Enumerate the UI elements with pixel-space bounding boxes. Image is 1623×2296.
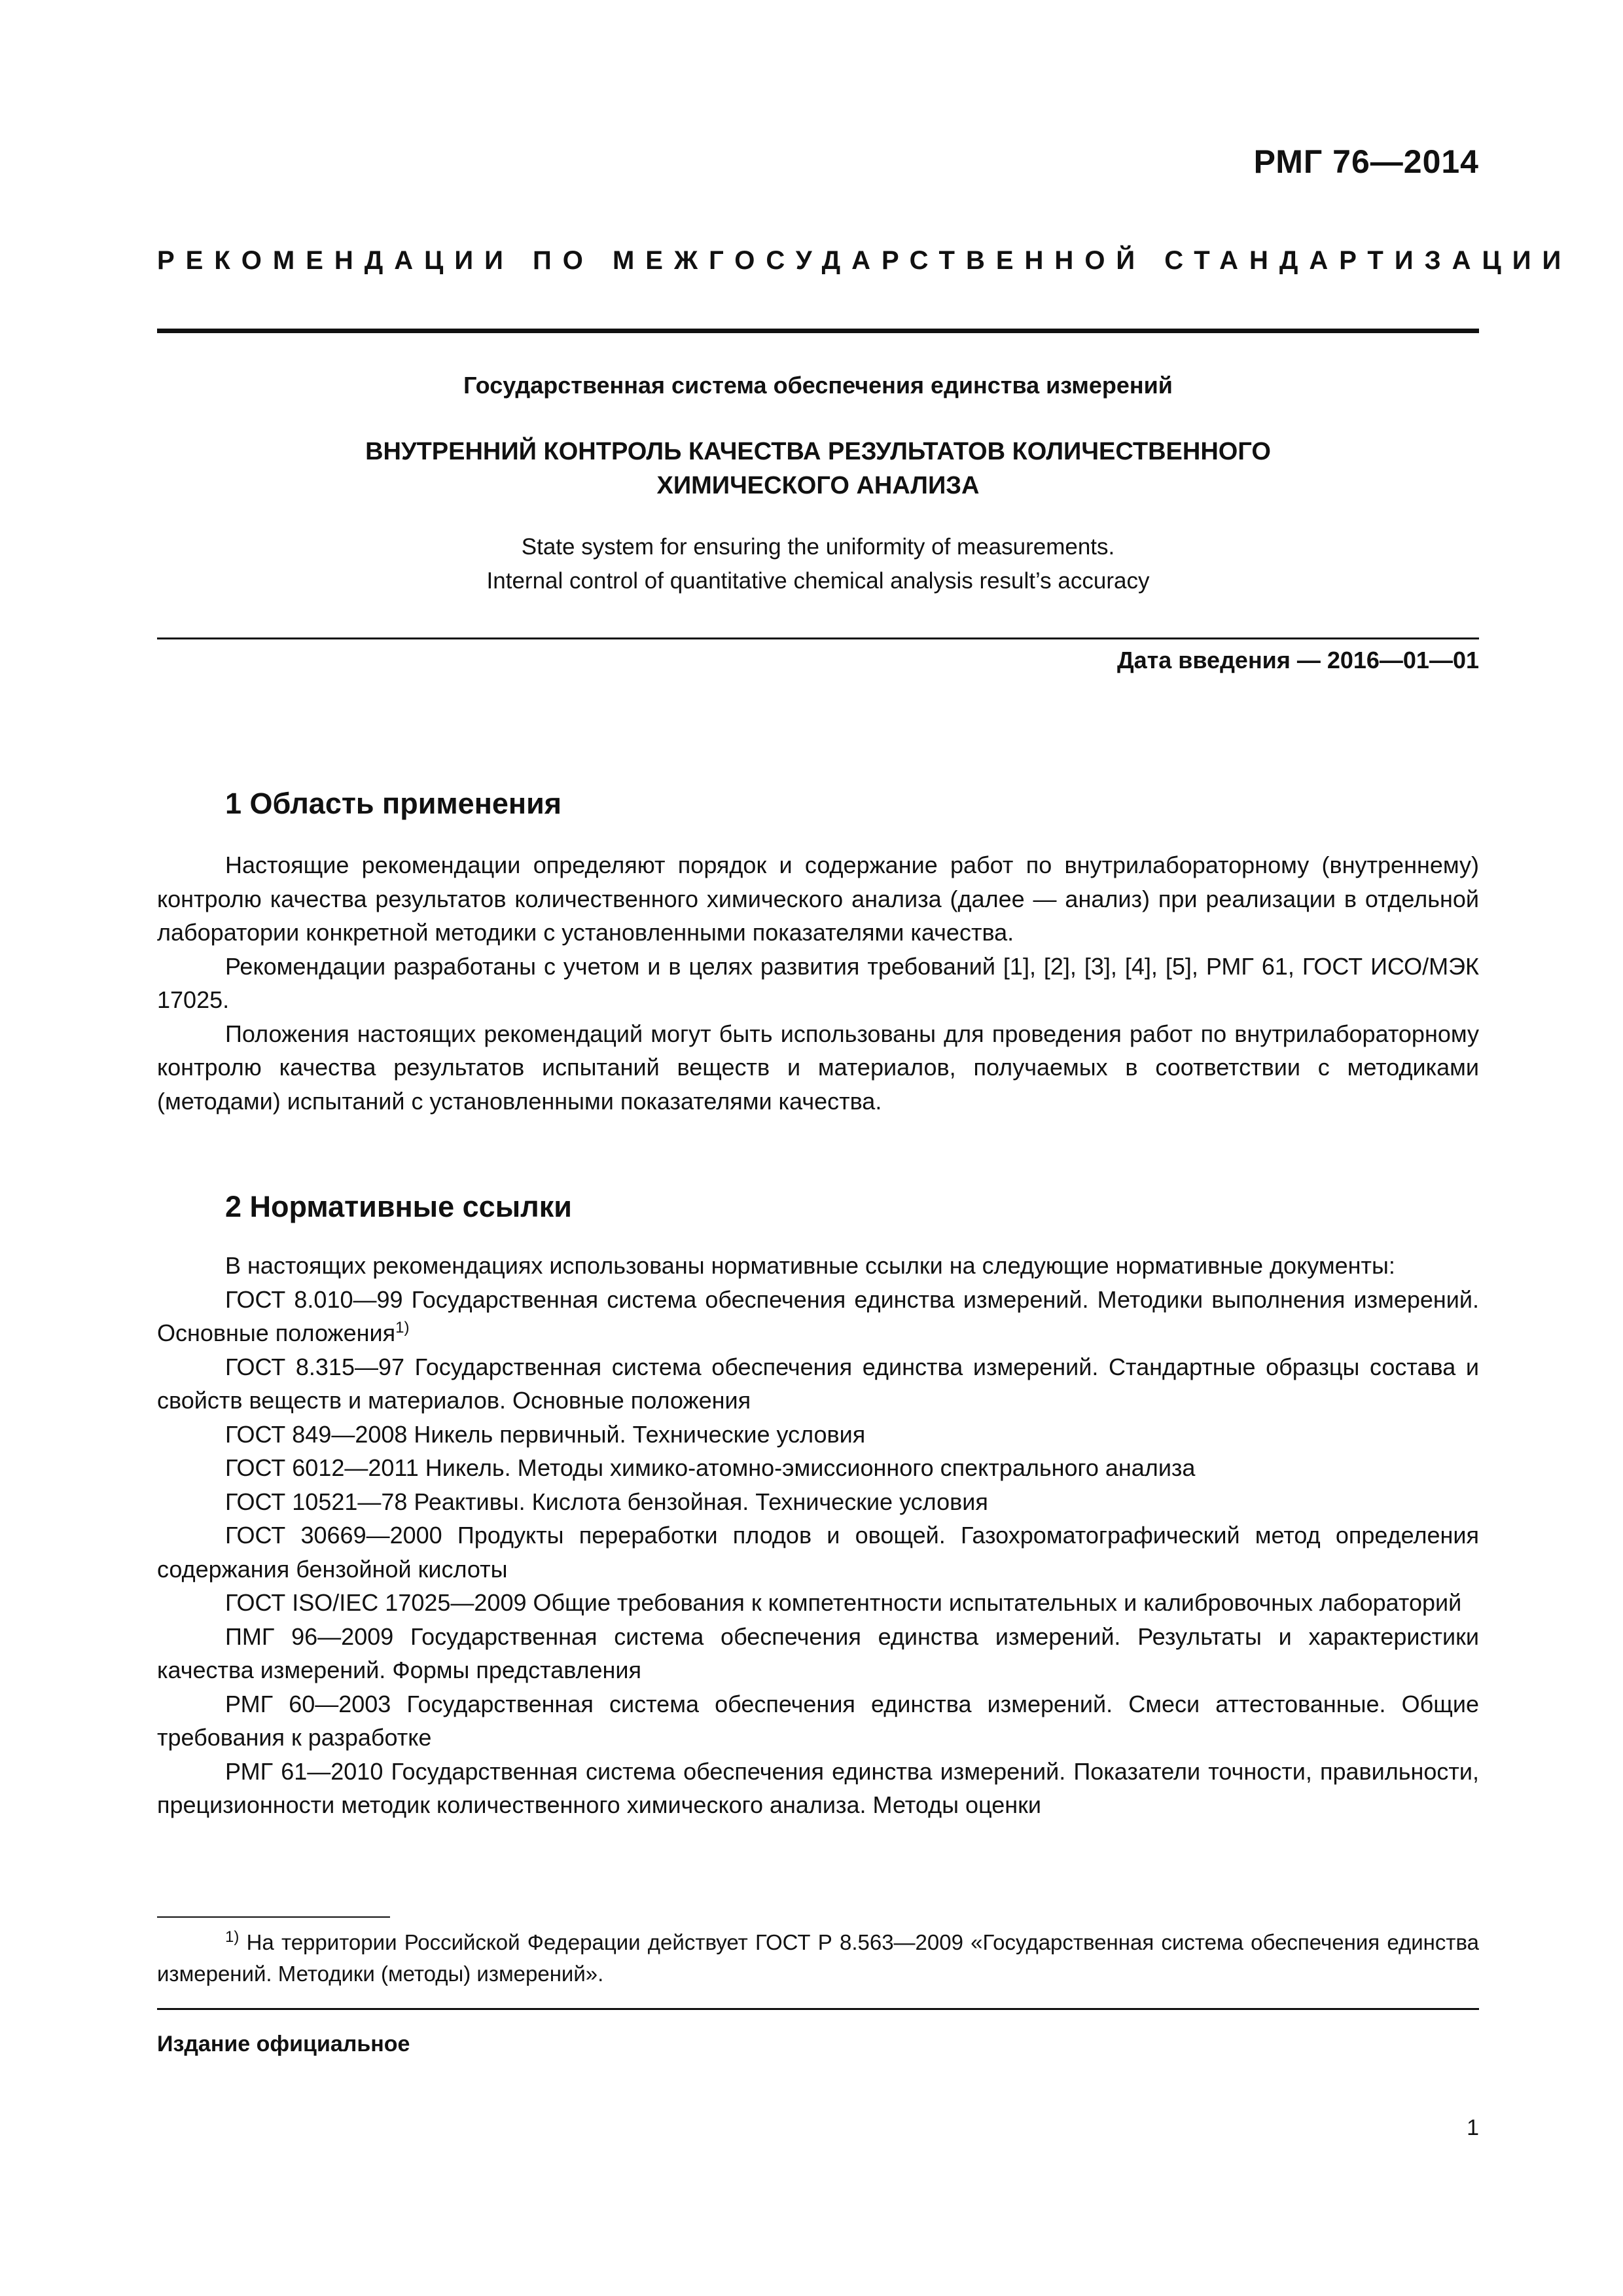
section-1-body	[157, 848, 1479, 1118]
english-title	[157, 530, 1479, 598]
document-title	[157, 435, 1479, 503]
footnote-body: На территории Российской Федерации действует ГОСТ Р 8.563—2009 «Государственная система обеспечения единства измерений. Методики (методы) измерений».	[157, 1930, 1479, 1986]
reference-item: ГОСТ 8.315—97 Государственная система обеспечения единства измерений. Стандартные образцы состава и свойств веществ и материалов. Основные положения	[157, 1353, 1479, 1414]
footnote-text	[157, 1927, 1479, 1990]
header-rule	[157, 329, 1479, 333]
title-rule	[157, 637, 1479, 639]
reference-item: ПМГ 96—2009 Государственная система обеспечения единства измерений. Результаты и характеристики качества измерений. Формы представления	[157, 1623, 1479, 1683]
system-subtitle: Государственная система обеспечения единства измерений	[463, 372, 1173, 399]
document-code: РМГ 76—2014	[1253, 143, 1479, 180]
reference-item: ГОСТ 30669—2000 Продукты переработки плодов и овощей. Газохроматографический метод определения содержания бензойной кислоты	[157, 1522, 1479, 1583]
introduction-date: Дата введения — 2016—01—01	[1116, 647, 1479, 673]
footnote	[157, 1927, 1479, 1990]
section-2-heading: 2 Нормативные ссылки	[225, 1190, 572, 1223]
reference-item: ГОСТ 849—2008 Никель первичный. Технические условия	[225, 1420, 866, 1448]
page-number: 1	[1467, 2115, 1479, 2140]
footer-rule	[157, 2008, 1479, 2010]
paragraph: В настоящих рекомендациях использованы нормативные ссылки на следующие нормативные документы:	[225, 1252, 1395, 1279]
reference-item: ГОСТ 6012—2011 Никель. Методы химико-атомно-эмиссионного спектрального анализа	[225, 1454, 1196, 1481]
title-line: ХИМИЧЕСКОГО АНАЛИЗА	[656, 472, 980, 499]
reference-item: РМГ 61—2010 Государственная система обеспечения единства измерений. Показатели точности, правильности, прецизионности методик количественного химического анализа. Методы оценки	[157, 1757, 1479, 1818]
footnote-marker: 1)	[225, 1928, 240, 1946]
english-title-line: State system for ensuring the uniformity of measurements.	[521, 534, 1115, 560]
footnote-marker: 1)	[395, 1319, 410, 1336]
paragraph: Настоящие рекомендации определяют порядок и содержание работ по внутрилабораторному (внутреннему) контролю качества результатов количественного химического анализа (далее — анализ) при реализации в отдельной лаборатории конкретной методики с установленными показателями качества.	[157, 852, 1479, 946]
edition-label: Издание официальное	[157, 2032, 410, 2056]
reference-item: ГОСТ ISO/IEC 17025—2009 Общие требования к компетентности испытательных и калибровочных лабораторий	[225, 1589, 1462, 1616]
title-line: ВНУТРЕННИЙ КОНТРОЛЬ КАЧЕСТВА РЕЗУЛЬТАТОВ КОЛИЧЕСТВЕННОГО	[365, 438, 1271, 465]
reference-item	[157, 1283, 1479, 1350]
paragraph: Положения настоящих рекомендаций могут быть использованы для проведения работ по внутрилабораторному контролю качества результатов испытаний веществ и материалов, получаемых в соответствии с методиками (методами) испытаний с установленными показателями качества.	[157, 1020, 1479, 1115]
section-2-body	[157, 1249, 1479, 1822]
reference-item: РМГ 60—2003 Государственная система обеспечения единства измерений. Смеси аттестованные. Общие требования к разработке	[157, 1690, 1479, 1751]
reference-item: ГОСТ 10521—78 Реактивы. Кислота бензойная. Технические условия	[225, 1488, 988, 1515]
reference-text: ГОСТ 8.010—99 Государственная система обеспечения единства измерений. Методики выполнения измерений. Основные положения	[157, 1285, 1479, 1346]
paragraph: Рекомендации разработаны с учетом и в целях развития требований [1], [2], [3], [4], [5], РМГ 61, ГОСТ ИСО/МЭК 17025.	[157, 952, 1479, 1013]
section-1-heading: 1 Область применения	[225, 787, 562, 820]
footnote-separator	[157, 1916, 390, 1918]
english-title-line: Internal control of quantitative chemical analysis result’s accuracy	[486, 568, 1150, 594]
series-heading: РЕКОМЕНДАЦИИ ПО МЕЖГОСУДАРСТВЕННОЙ СТАНДАРТИЗАЦИИ	[157, 246, 1573, 275]
